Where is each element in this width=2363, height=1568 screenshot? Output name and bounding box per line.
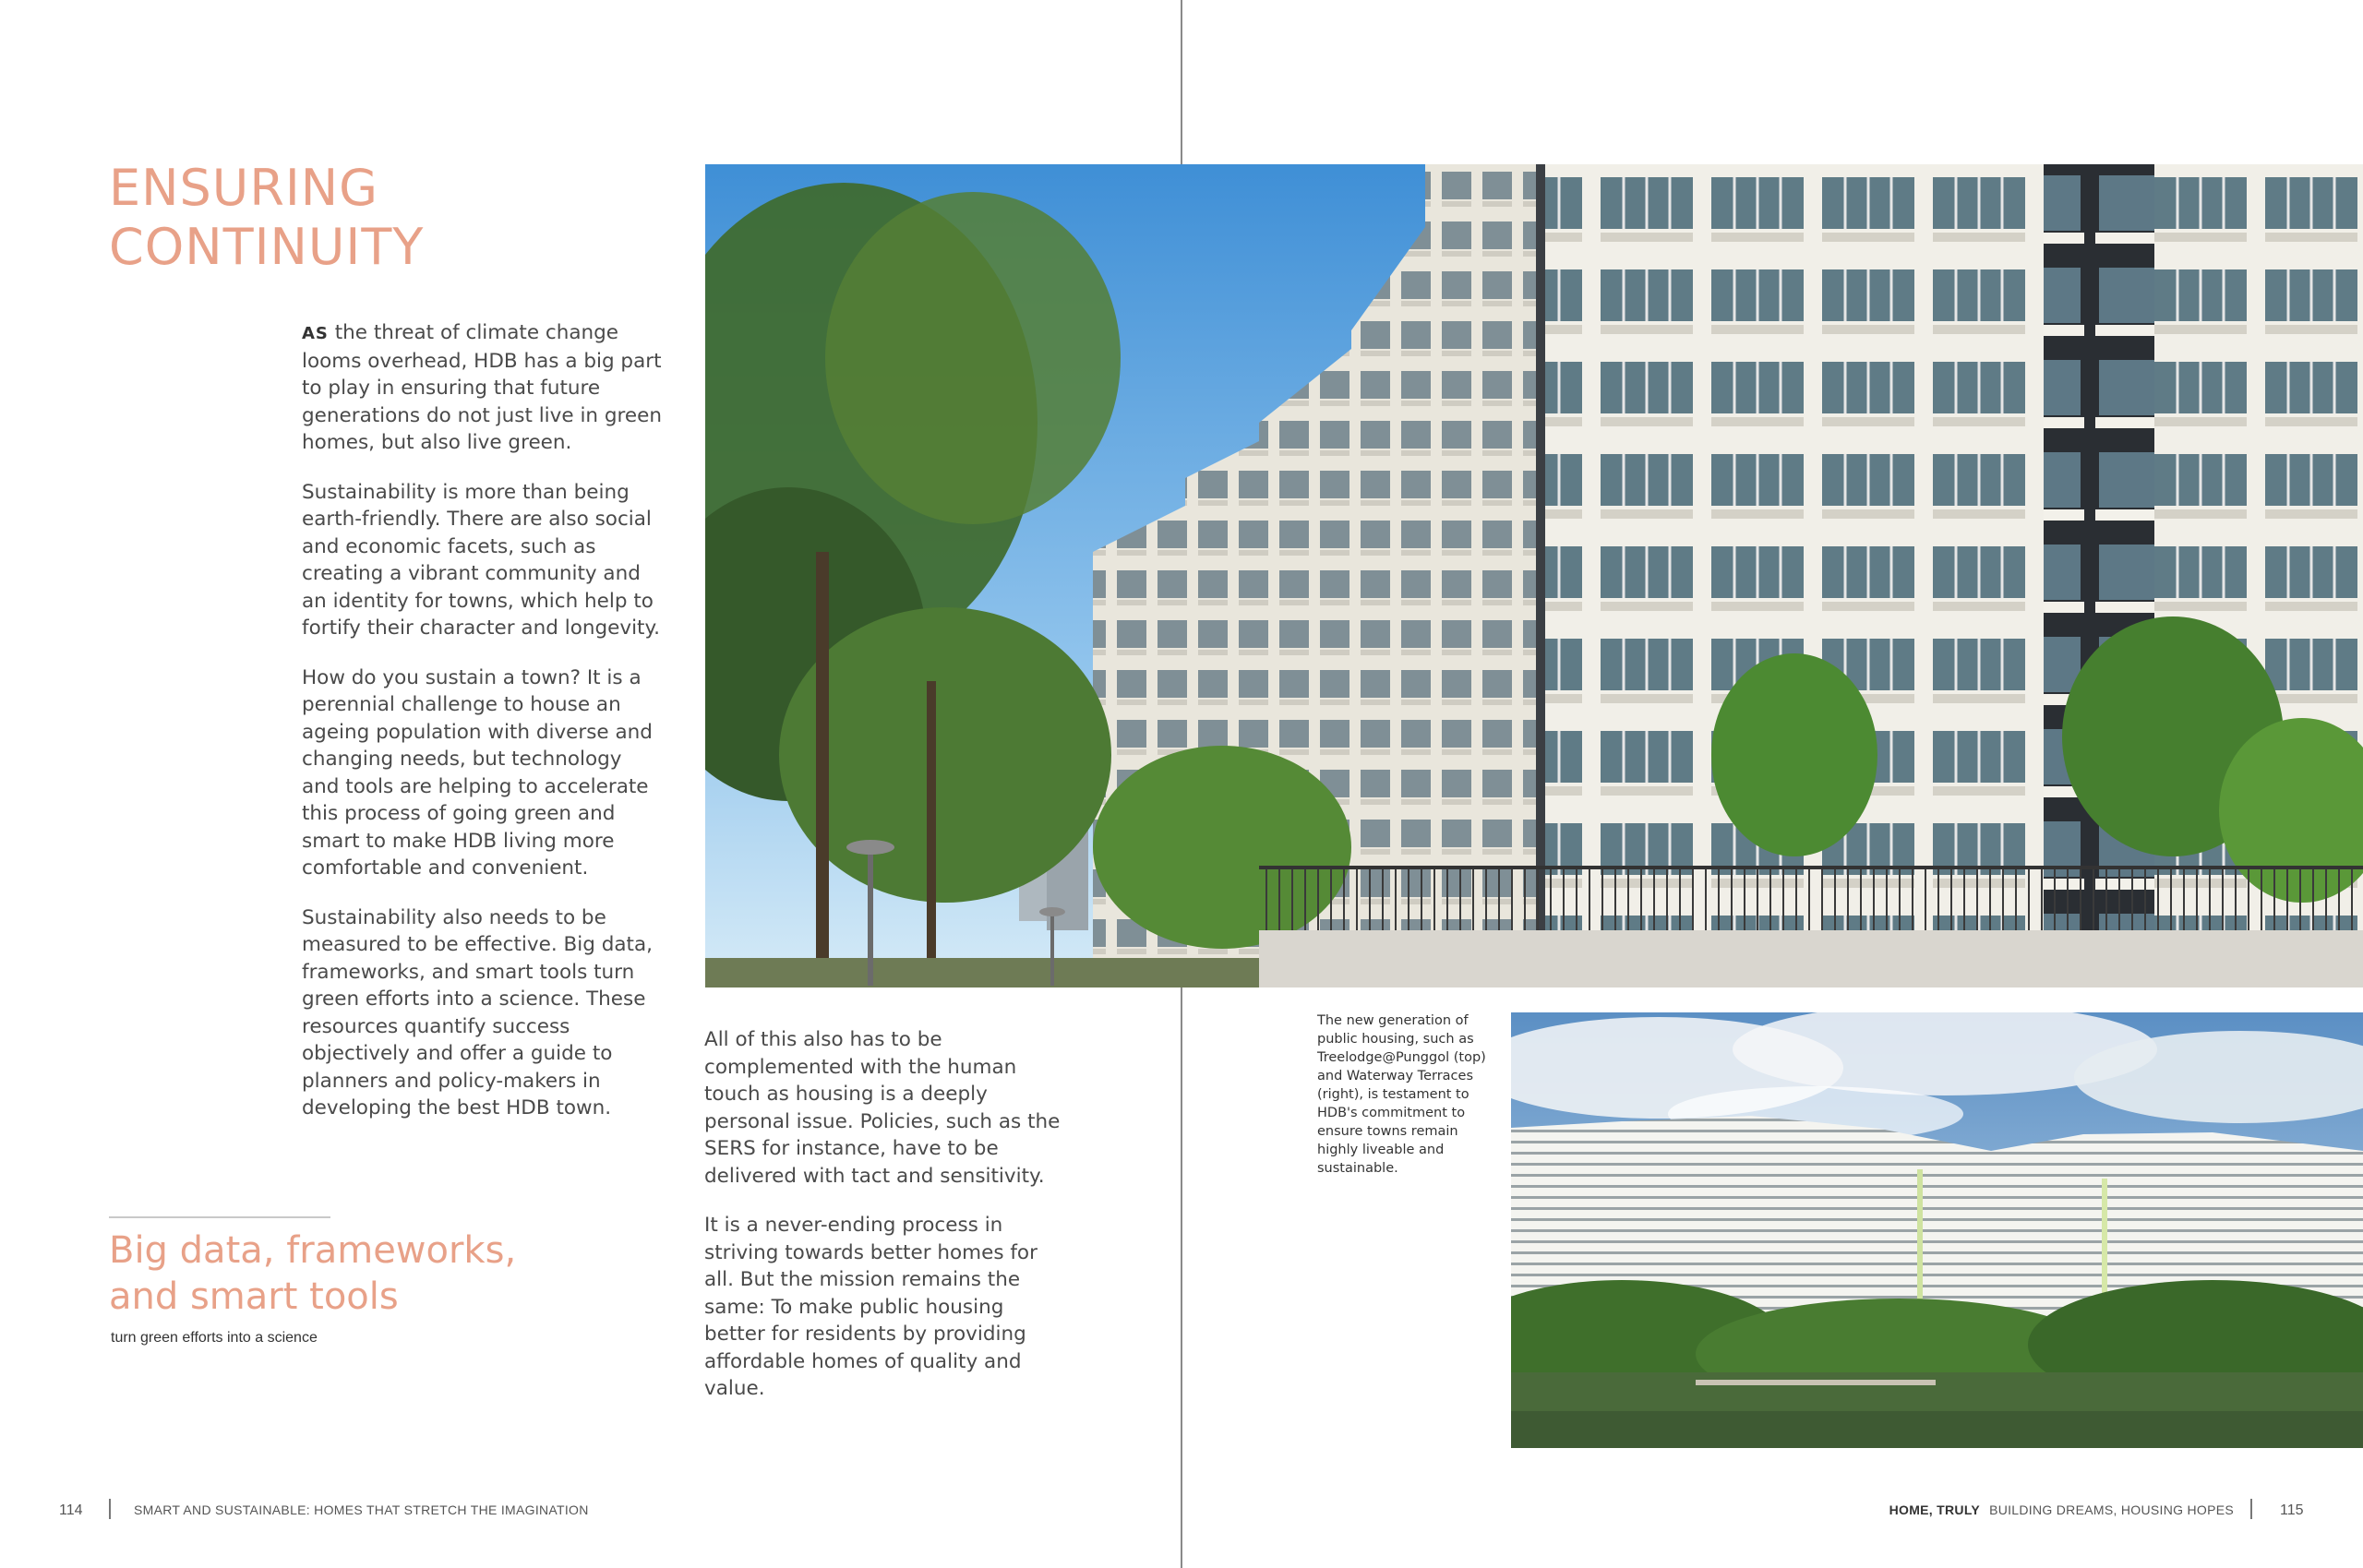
mid-paragraph-1: All of this also has to be complemented with the human touch as housing is a deeply personal issue. Policies, such as the SERS for instance, have to be delivered with tact and sensitivity. bbox=[704, 1028, 1061, 1188]
footer-divider-left bbox=[109, 1499, 111, 1519]
right-running-footer bbox=[1889, 1502, 2234, 1517]
photo-waterway-terraces bbox=[1511, 1012, 2363, 1448]
page-heading bbox=[109, 159, 681, 277]
photo-treelodge-punggol bbox=[705, 164, 2363, 987]
photo-waterway-illustration bbox=[1511, 1012, 2363, 1448]
pull-quote-rule bbox=[109, 1216, 330, 1218]
paragraph-2: Sustainability is more than being earth-friendly. There are also social and economic facets, such as creating a vibrant community and an identity for towns, which help to fortify their character and longevity. bbox=[302, 480, 660, 640]
photo-caption: The new generation of public housing, such as Treelodge@Punggol (top) and Waterway Terraces (right), is testament to HDB's commitment to ensure towns remain highly liveable and sustainable. bbox=[1317, 1013, 1486, 1176]
left-text-column bbox=[302, 319, 664, 1144]
pull-quote-title bbox=[109, 1227, 589, 1320]
pull-quote-line-1: Big data, frameworks, bbox=[109, 1229, 517, 1272]
book-title: HOME, TRULY bbox=[1889, 1502, 1981, 1517]
paragraph-1 bbox=[302, 319, 664, 457]
heading-line-1: ENSURING bbox=[109, 159, 379, 217]
paragraph-4: Sustainability also needs to be measured to be effective. Big data, frameworks, and smart tools turn green efforts into a science. These resources quantify success objectively and offer a guide to planners and policy-makers in developing the best HDB town. bbox=[302, 905, 653, 1119]
middle-text-column bbox=[704, 1026, 1064, 1425]
footer-divider-right bbox=[2250, 1499, 2252, 1519]
mid-paragraph-2: It is a never-ending process in striving towards better homes for all. But the mission remains the same: To make public housing better for residents by providing affordable homes of quality and value. bbox=[704, 1214, 1038, 1400]
right-page-number: 115 bbox=[2280, 1502, 2304, 1518]
paragraph-1-text: the threat of climate change looms overhead, HDB has a big part to play in ensuring that future generations do not just live in green homes, but also live green. bbox=[302, 321, 662, 454]
pull-quote-line-2: and smart tools bbox=[109, 1275, 399, 1318]
photo-treelodge-illustration bbox=[705, 164, 2363, 987]
lead-in: AS bbox=[302, 324, 329, 343]
pull-quote-subtitle: turn green efforts into a science bbox=[111, 1330, 318, 1346]
heading-line-2: CONTINUITY bbox=[109, 218, 425, 276]
left-page-number: 114 bbox=[59, 1502, 83, 1518]
right-section-title: BUILDING DREAMS, HOUSING HOPES bbox=[1989, 1502, 2234, 1517]
left-running-footer: SMART AND SUSTAINABLE: HOMES THAT STRETCH THE IMAGINATION bbox=[134, 1502, 589, 1517]
paragraph-3: How do you sustain a town? It is a perennial challenge to house an ageing population with diverse and changing needs, but technology and tools are helping to accelerate this process of going green and smart to make HDB living more comfortable and convenient. bbox=[302, 665, 653, 880]
